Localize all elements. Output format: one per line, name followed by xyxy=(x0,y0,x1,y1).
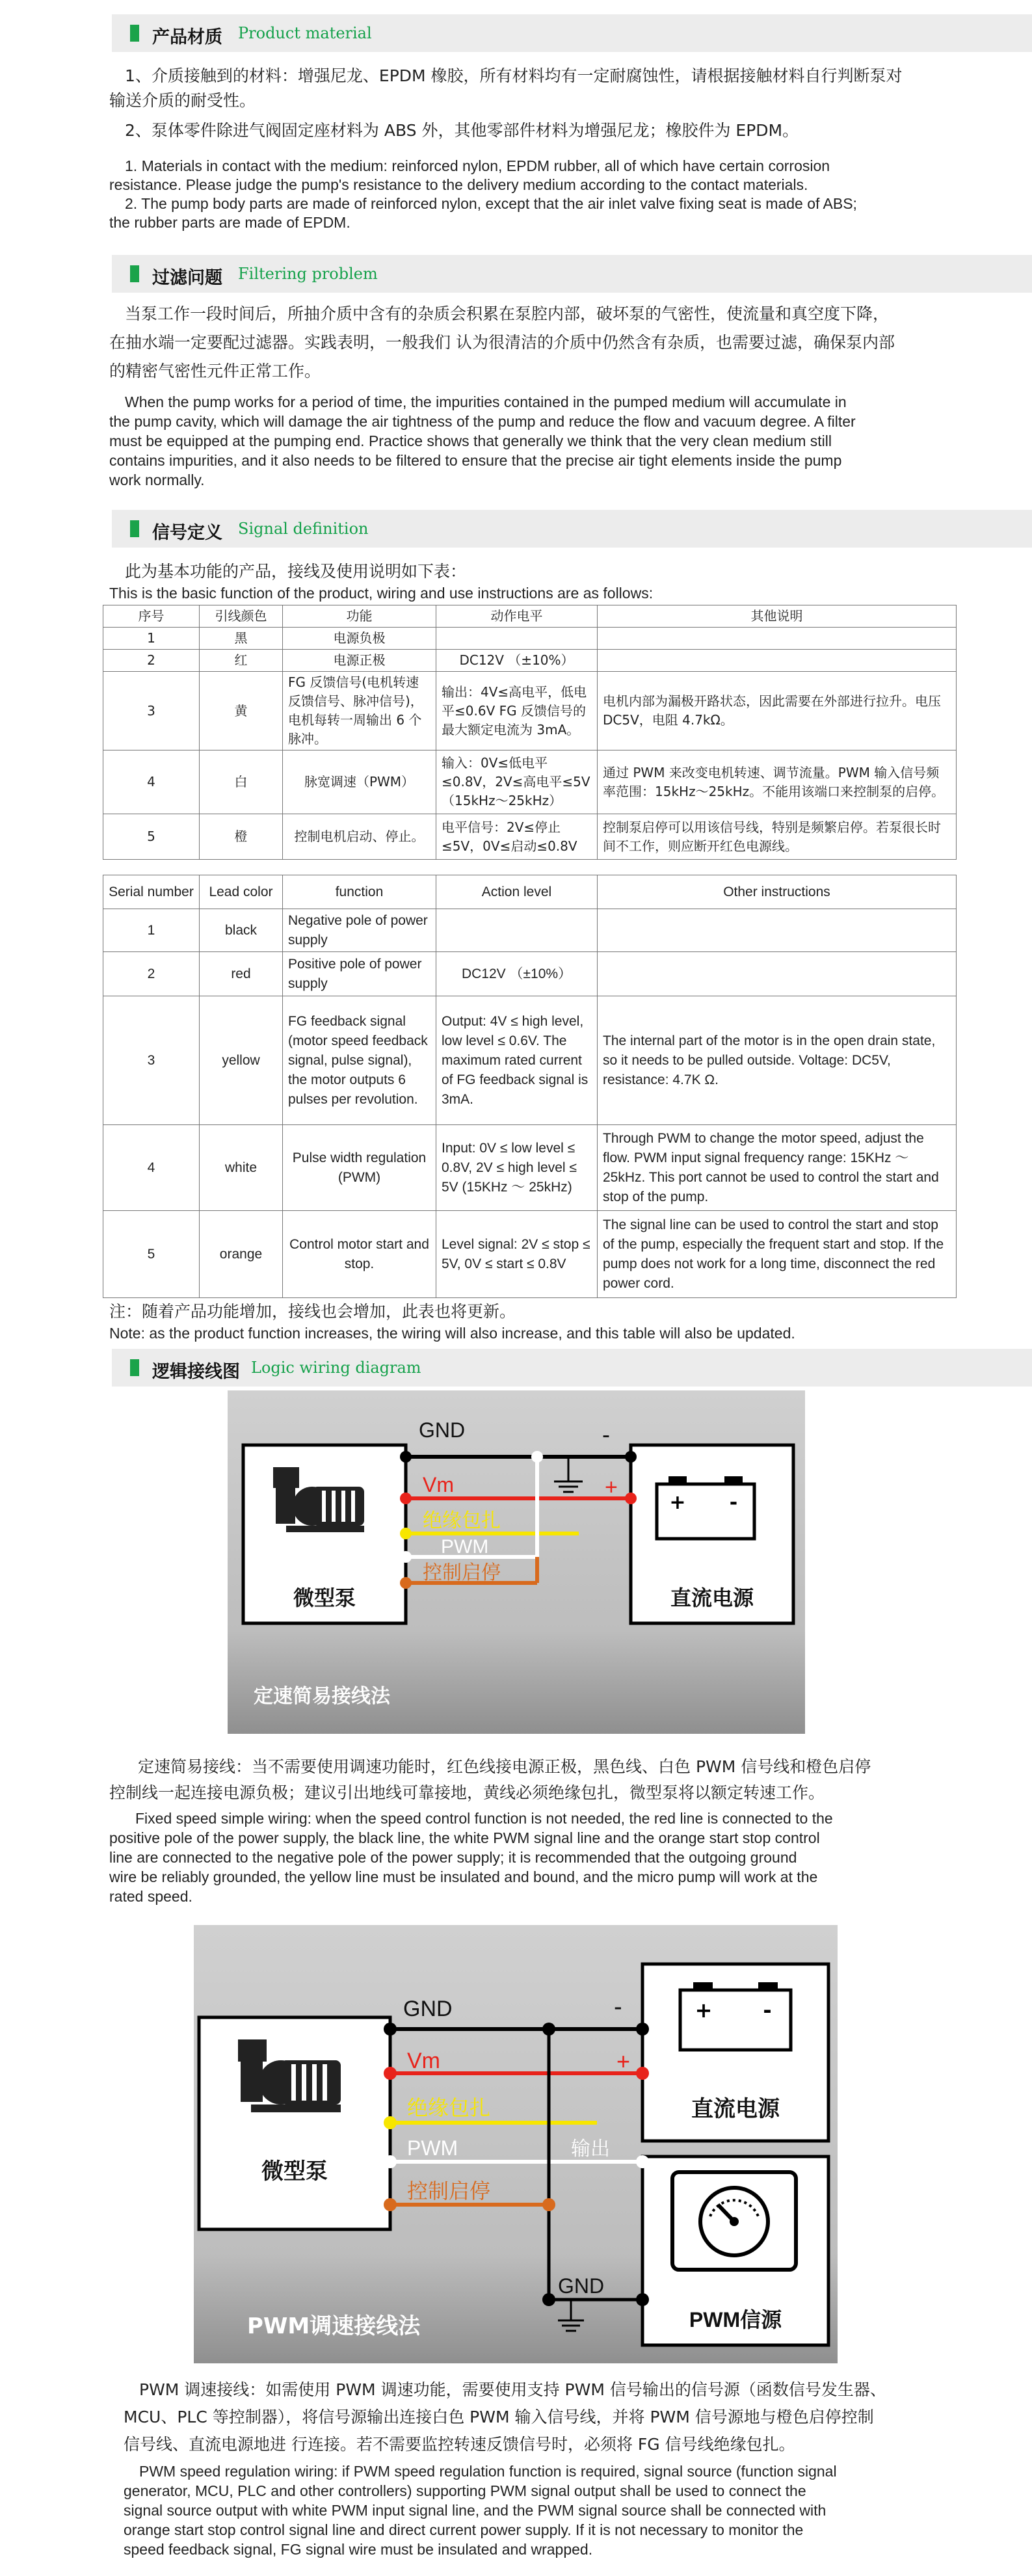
section-header-filter xyxy=(112,255,1032,293)
filter-cn-2: 在抽水端一定要配过滤器。实践表明，一般我们 认为很清洁的介质中仍然含有杂质，也需要过滤，确保泵内部 xyxy=(109,333,895,352)
table-cell: Control motor start and stop. xyxy=(283,1211,436,1298)
material-en-2b: the rubber parts are made of EPDM. xyxy=(109,214,351,231)
table-header-cell: Action level xyxy=(436,875,598,909)
junction-dot xyxy=(542,2293,555,2306)
filter-en-2: the pump cavity, which will damage the air tightness of the pump and reduce the flow and vacuum degree. A filter xyxy=(109,413,856,430)
section-marker xyxy=(130,25,139,42)
table-header-row xyxy=(103,875,957,909)
junction-dot xyxy=(636,2155,649,2168)
table-cell: 1 xyxy=(103,628,200,650)
junction-dot xyxy=(384,2023,397,2036)
table-header-cell: Other instructions xyxy=(598,875,957,909)
table-cell: 电平信号：2V≤停止≤5V，0V≤启动≤0.8V xyxy=(436,814,598,860)
table-header-cell: Serial number xyxy=(103,875,200,909)
gnd-label: GND xyxy=(419,1418,466,1442)
section-title-cn: 产品材质 xyxy=(152,27,222,47)
signal-table-en xyxy=(103,875,957,1298)
table-cell: black xyxy=(200,909,283,952)
pwm-wiring-en-4: orange start stop control signal line and direct current power supply. If it is not necessary to monitor the xyxy=(124,2521,804,2538)
table-cell: 5 xyxy=(103,1211,200,1298)
pwm-label: PWM xyxy=(441,1536,489,1558)
table-header-cell: 其他说明 xyxy=(598,605,957,628)
table-cell xyxy=(436,909,598,952)
table-cell: 通过 PWM 来改变电机转速、调节流量。PWM 输入信号频率范围：15kHz～25kHz。不能用该端口来控制泵的启停。 xyxy=(598,750,957,814)
gnd-label: GND xyxy=(403,1997,453,2021)
table-header-cell: Lead color xyxy=(200,875,283,909)
material-cn-2: 2、泵体零件除进气阀固定座材料为 ABS 外，其他零部件材料为增强尼龙；橡胶件为 EPDM。 xyxy=(125,121,799,140)
section-header-logic xyxy=(112,1349,1032,1387)
section-title-en: Filtering problem xyxy=(238,265,378,283)
table-cell: Level signal: 2V ≤ stop ≤ 5V, 0V ≤ start ≤ 0.8V xyxy=(436,1211,598,1298)
table-cell: FG feedback signal (motor speed feedback signal, pulse signal), the motor outputs 6 pulses per revolution. xyxy=(283,996,436,1125)
table-cell: The internal part of the motor is in the open drain state, so it needs to be pulled outside. Voltage: DC5V, resistance: 4.7K Ω. xyxy=(598,996,957,1125)
table-cell: 控制泵启停可以用该信号线，特别是频繁启停。若泵很长时间不工作，则应断开红色电源线。 xyxy=(598,814,957,860)
table-cell xyxy=(598,628,957,650)
junction-dot xyxy=(384,2155,397,2168)
table-cell: 电源正极 xyxy=(283,650,436,672)
signal-intro-en: This is the basic function of the product, wiring and use instructions are as follows: xyxy=(109,585,654,602)
table-cell: 电源负极 xyxy=(283,628,436,650)
material-en-2a: 2. The pump body parts are made of reinforced nylon, except that the air inlet valve fixing seat is made of ABS; xyxy=(125,195,857,212)
table-cell: 2 xyxy=(103,952,200,996)
table-cell: 4 xyxy=(103,750,200,814)
control-label: 控制启停 xyxy=(407,2179,491,2203)
filter-cn-1: 当泵工作一段时间后，所抽介质中含有的杂质会积累在泵腔内部，破坏泵的气密性，使流量和真空度下降， xyxy=(125,304,890,323)
fixed-wiring-cn-2: 控制线一起连接电源负极；建议引出地线可靠接地，黄线必须绝缘包扎，微型泵将以额定转速工作。 xyxy=(109,1783,825,1802)
filter-en-4: contains impurities, and it also needs to be filtered to ensure that the precise air tight elements inside the pump xyxy=(109,452,842,469)
section-title-cn: 信号定义 xyxy=(152,523,222,543)
fixed-speed-wiring-diagram xyxy=(228,1390,805,1734)
power-label: 直流电源 xyxy=(670,1586,754,1610)
table-cell: Input: 0V ≤ low level ≤ 0.8V, 2V ≤ high level ≤ 5V (15KHz ～ 25kHz) xyxy=(436,1125,598,1211)
table-cell: 白 xyxy=(200,750,283,814)
table-cell: white xyxy=(200,1125,283,1211)
pwm-wiring-cn-2: MCU、PLC 等控制器），将信号源输出连接白色 PWM 输入信号线，并将 PWM 信号源地与橙色启停控制 xyxy=(124,2408,874,2426)
minus-label: - xyxy=(614,1993,622,2021)
table-cell: DC12V （±10%） xyxy=(436,650,598,672)
table-cell: Pulse width regulation (PWM) xyxy=(283,1125,436,1211)
pwm-wiring-en-2: generator, MCU, PLC and other controllers) supporting PWM signal output shall be used to connect the xyxy=(124,2482,806,2499)
plus-label: + xyxy=(616,2048,631,2075)
table-cell: 输出：4V≤高电平，低电平≤0.6V FG 反馈信号的最大额定电流为 3mA。 xyxy=(436,672,598,750)
svg-text:-: - xyxy=(729,1491,738,1514)
junction-dot xyxy=(400,1551,412,1563)
table-row xyxy=(103,814,957,860)
svg-text:-: - xyxy=(763,1998,772,2023)
table-cell: 橙 xyxy=(200,814,283,860)
table-cell: 控制电机启动、停止。 xyxy=(283,814,436,860)
table-header-cell: 动作电平 xyxy=(436,605,598,628)
table-row xyxy=(103,952,957,996)
diagram-caption: PWM调速接线法 xyxy=(247,2313,421,2339)
material-cn-1a: 1、介质接触到的材料：增强尼龙、EPDM 橡胶，所有材料均有一定耐腐蚀性，请根据接触材料自行判断泵对 xyxy=(125,66,903,85)
table-row xyxy=(103,1125,957,1211)
signal-source-label: PWM信源 xyxy=(689,2308,782,2331)
plus-label: + xyxy=(605,1475,618,1500)
table-header-cell: 引线颜色 xyxy=(200,605,283,628)
table-cell: 1 xyxy=(103,909,200,952)
fixed-wiring-en-4: wire be reliably grounded, the yellow line must be insulated and bound, and the micro pump will work at the xyxy=(109,1868,818,1885)
section-marker xyxy=(130,1359,139,1376)
junction-dot xyxy=(384,2067,397,2080)
section-marker xyxy=(130,265,139,282)
section-header-material xyxy=(112,14,1032,52)
table-row xyxy=(103,996,957,1125)
section-title-cn: 过滤问题 xyxy=(152,268,222,288)
junction-dot xyxy=(384,2198,397,2211)
minus-label: - xyxy=(602,1421,610,1448)
table-header-cell: 功能 xyxy=(283,605,436,628)
junction-dot xyxy=(400,1528,412,1539)
material-en-1b: resistance. Please judge the pump's resistance to the delivery medium according to the contact materials. xyxy=(109,176,808,193)
pwm-wiring-en-1: PWM speed regulation wiring: if PWM speed regulation function is required, signal source (function signal xyxy=(139,2463,837,2480)
table-cell: 电机内部为漏极开路状态，因此需要在外部进行拉升。电压 DC5V，电阻 4.7kΩ。 xyxy=(598,672,957,750)
svg-text:+: + xyxy=(669,1491,686,1514)
pump-label: 微型泵 xyxy=(261,2158,328,2184)
junction-dot xyxy=(636,2023,649,2036)
pwm-wiring-en-5: speed feedback signal, FG signal wire must be insulated and wrapped. xyxy=(124,2541,593,2558)
signal-intro-cn: 此为基本功能的产品，接线及使用说明如下表： xyxy=(125,562,467,581)
table-cell: Through PWM to change the motor speed, adjust the flow. PWM input signal frequency range: 15KHz ～ 25kHz. This port cannot be used to control the start and stop of the pump. xyxy=(598,1125,957,1211)
output-label: 输出 xyxy=(571,2138,610,2160)
table-cell: Output: 4V ≤ high level, low level ≤ 0.6V. The maximum rated current of FG feedback signal is 3mA. xyxy=(436,996,598,1125)
junction-dot xyxy=(531,1451,543,1463)
signal-note-en: Note: as the product function increases, the wiring will also increase, and this table will also be updated. xyxy=(109,1325,795,1342)
pwm-label: PWM xyxy=(407,2136,458,2160)
table-cell xyxy=(436,628,598,650)
filter-en-3: must be equipped at the pumping end. Practice shows that generally we think that the very clean medium still xyxy=(109,432,832,449)
table-cell: 脉宽调速（PWM） xyxy=(283,750,436,814)
filter-cn-3: 的精密气密性元件正常工作。 xyxy=(109,362,321,380)
filter-en-1: When the pump works for a period of time, the impurities contained in the pumped medium will accumulate in xyxy=(125,393,847,410)
table-cell: 3 xyxy=(103,996,200,1125)
section-marker xyxy=(130,520,139,537)
table-cell: 5 xyxy=(103,814,200,860)
table-cell: 黑 xyxy=(200,628,283,650)
table-cell: 2 xyxy=(103,650,200,672)
table-header-cell: function xyxy=(283,875,436,909)
vm-label: Vm xyxy=(423,1473,454,1496)
table-cell: 黄 xyxy=(200,672,283,750)
table-cell xyxy=(598,909,957,952)
table-row xyxy=(103,1211,957,1298)
table-cell: red xyxy=(200,952,283,996)
junction-dot xyxy=(636,2067,649,2080)
filter-en-5: work normally. xyxy=(109,471,205,488)
fixed-wiring-en-1: Fixed speed simple wiring: when the speed control function is not needed, the red line is connected to the xyxy=(135,1810,833,1827)
junction-dot xyxy=(384,2116,397,2129)
junction-dot xyxy=(625,1451,637,1463)
gnd2-label: GND xyxy=(558,2274,605,2298)
fixed-wiring-cn-1: 定速简易接线：当不需要使用调速功能时，红色线接电源正极，黑色线、白色 PWM 信号线和橙色启停 xyxy=(138,1757,871,1776)
vm-label: Vm xyxy=(407,2049,440,2073)
table-row xyxy=(103,909,957,952)
pump-box xyxy=(199,2017,390,2229)
table-cell xyxy=(598,952,957,996)
table-cell: 输入：0V≤低电平≤0.8V，2V≤高电平≤5V（15kHz～25kHz） xyxy=(436,750,598,814)
section-title-en: Product material xyxy=(238,24,372,42)
section-title-cn: 逻辑接线图 xyxy=(152,1362,240,1382)
pump-label: 微型泵 xyxy=(293,1586,356,1610)
table-cell: yellow xyxy=(200,996,283,1125)
table-cell: 4 xyxy=(103,1125,200,1211)
table-row xyxy=(103,672,957,750)
junction-dot xyxy=(400,1577,412,1589)
section-title-en: Logic wiring diagram xyxy=(251,1359,421,1377)
control-label: 控制启停 xyxy=(423,1561,501,1584)
power-label: 直流电源 xyxy=(691,2096,780,2122)
fixed-wiring-en-5: rated speed. xyxy=(109,1888,192,1905)
signal-note-cn: 注：随着产品功能增加，接线也会增加，此表也将更新。 xyxy=(109,1302,516,1321)
table-row xyxy=(103,750,957,814)
table-cell xyxy=(598,650,957,672)
table-cell: The signal line can be used to control the start and stop of the pump, especially the frequent start and stop. If the pump does not work for a long time, disconnect the red power cord. xyxy=(598,1211,957,1298)
junction-dot xyxy=(625,1493,637,1504)
pwm-wiring-cn-3: 信号线、直流电源地进 行连接。若不需要监控转速反馈信号时，必须将 FG 信号线绝缘包扎。 xyxy=(124,2435,795,2454)
table-cell: FG 反馈信号(电机转速反馈信号、脉冲信号)，电机每转一周输出 6 个脉冲。 xyxy=(283,672,436,750)
fixed-wiring-en-3: line are connected to the negative pole of the power supply; it is recommended that the outgoing ground xyxy=(109,1849,797,1866)
pwm-wiring-diagram xyxy=(194,1925,838,2363)
section-title-en: Signal definition xyxy=(238,520,369,538)
material-en-1a: 1. Materials in contact with the medium: reinforced nylon, EPDM rubber, all of which have certain corrosion xyxy=(125,157,830,174)
table-cell: Negative pole of power supply xyxy=(283,909,436,952)
material-cn-1b: 输送介质的耐受性。 xyxy=(109,91,256,110)
diagram-caption: 定速简易接线法 xyxy=(254,1685,390,1708)
table-row xyxy=(103,650,957,672)
table-cell: 3 xyxy=(103,672,200,750)
table-cell: DC12V （±10%） xyxy=(436,952,598,996)
table-header-cell: 序号 xyxy=(103,605,200,628)
junction-dot xyxy=(400,1451,412,1463)
table-cell: orange xyxy=(200,1211,283,1298)
junction-dot xyxy=(542,2198,555,2211)
junction-dot xyxy=(400,1493,412,1504)
pwm-wiring-cn-1: PWM 调速接线：如需使用 PWM 调速功能，需要使用支持 PWM 信号输出的信号源（函数信号发生器、 xyxy=(139,2380,886,2399)
table-header-row xyxy=(103,605,957,628)
insulate-label: 绝缘包扎 xyxy=(407,2095,491,2120)
section-header-signal xyxy=(112,510,1032,548)
signal-table-cn xyxy=(103,605,957,860)
svg-text:+: + xyxy=(695,1998,713,2023)
insulate-label: 绝缘包扎 xyxy=(423,1509,501,1532)
table-cell: Positive pole of power supply xyxy=(283,952,436,996)
junction-dot xyxy=(636,2293,649,2306)
junction-dot xyxy=(542,2023,555,2036)
fixed-wiring-en-2: positive pole of the power supply, the black line, the white PWM signal line and the orange start stop control xyxy=(109,1829,820,1846)
pwm-wiring-en-3: signal source output with white PWM input signal line, and the PWM signal source shall be connected with xyxy=(124,2502,827,2519)
table-row xyxy=(103,628,957,650)
table-cell: 红 xyxy=(200,650,283,672)
